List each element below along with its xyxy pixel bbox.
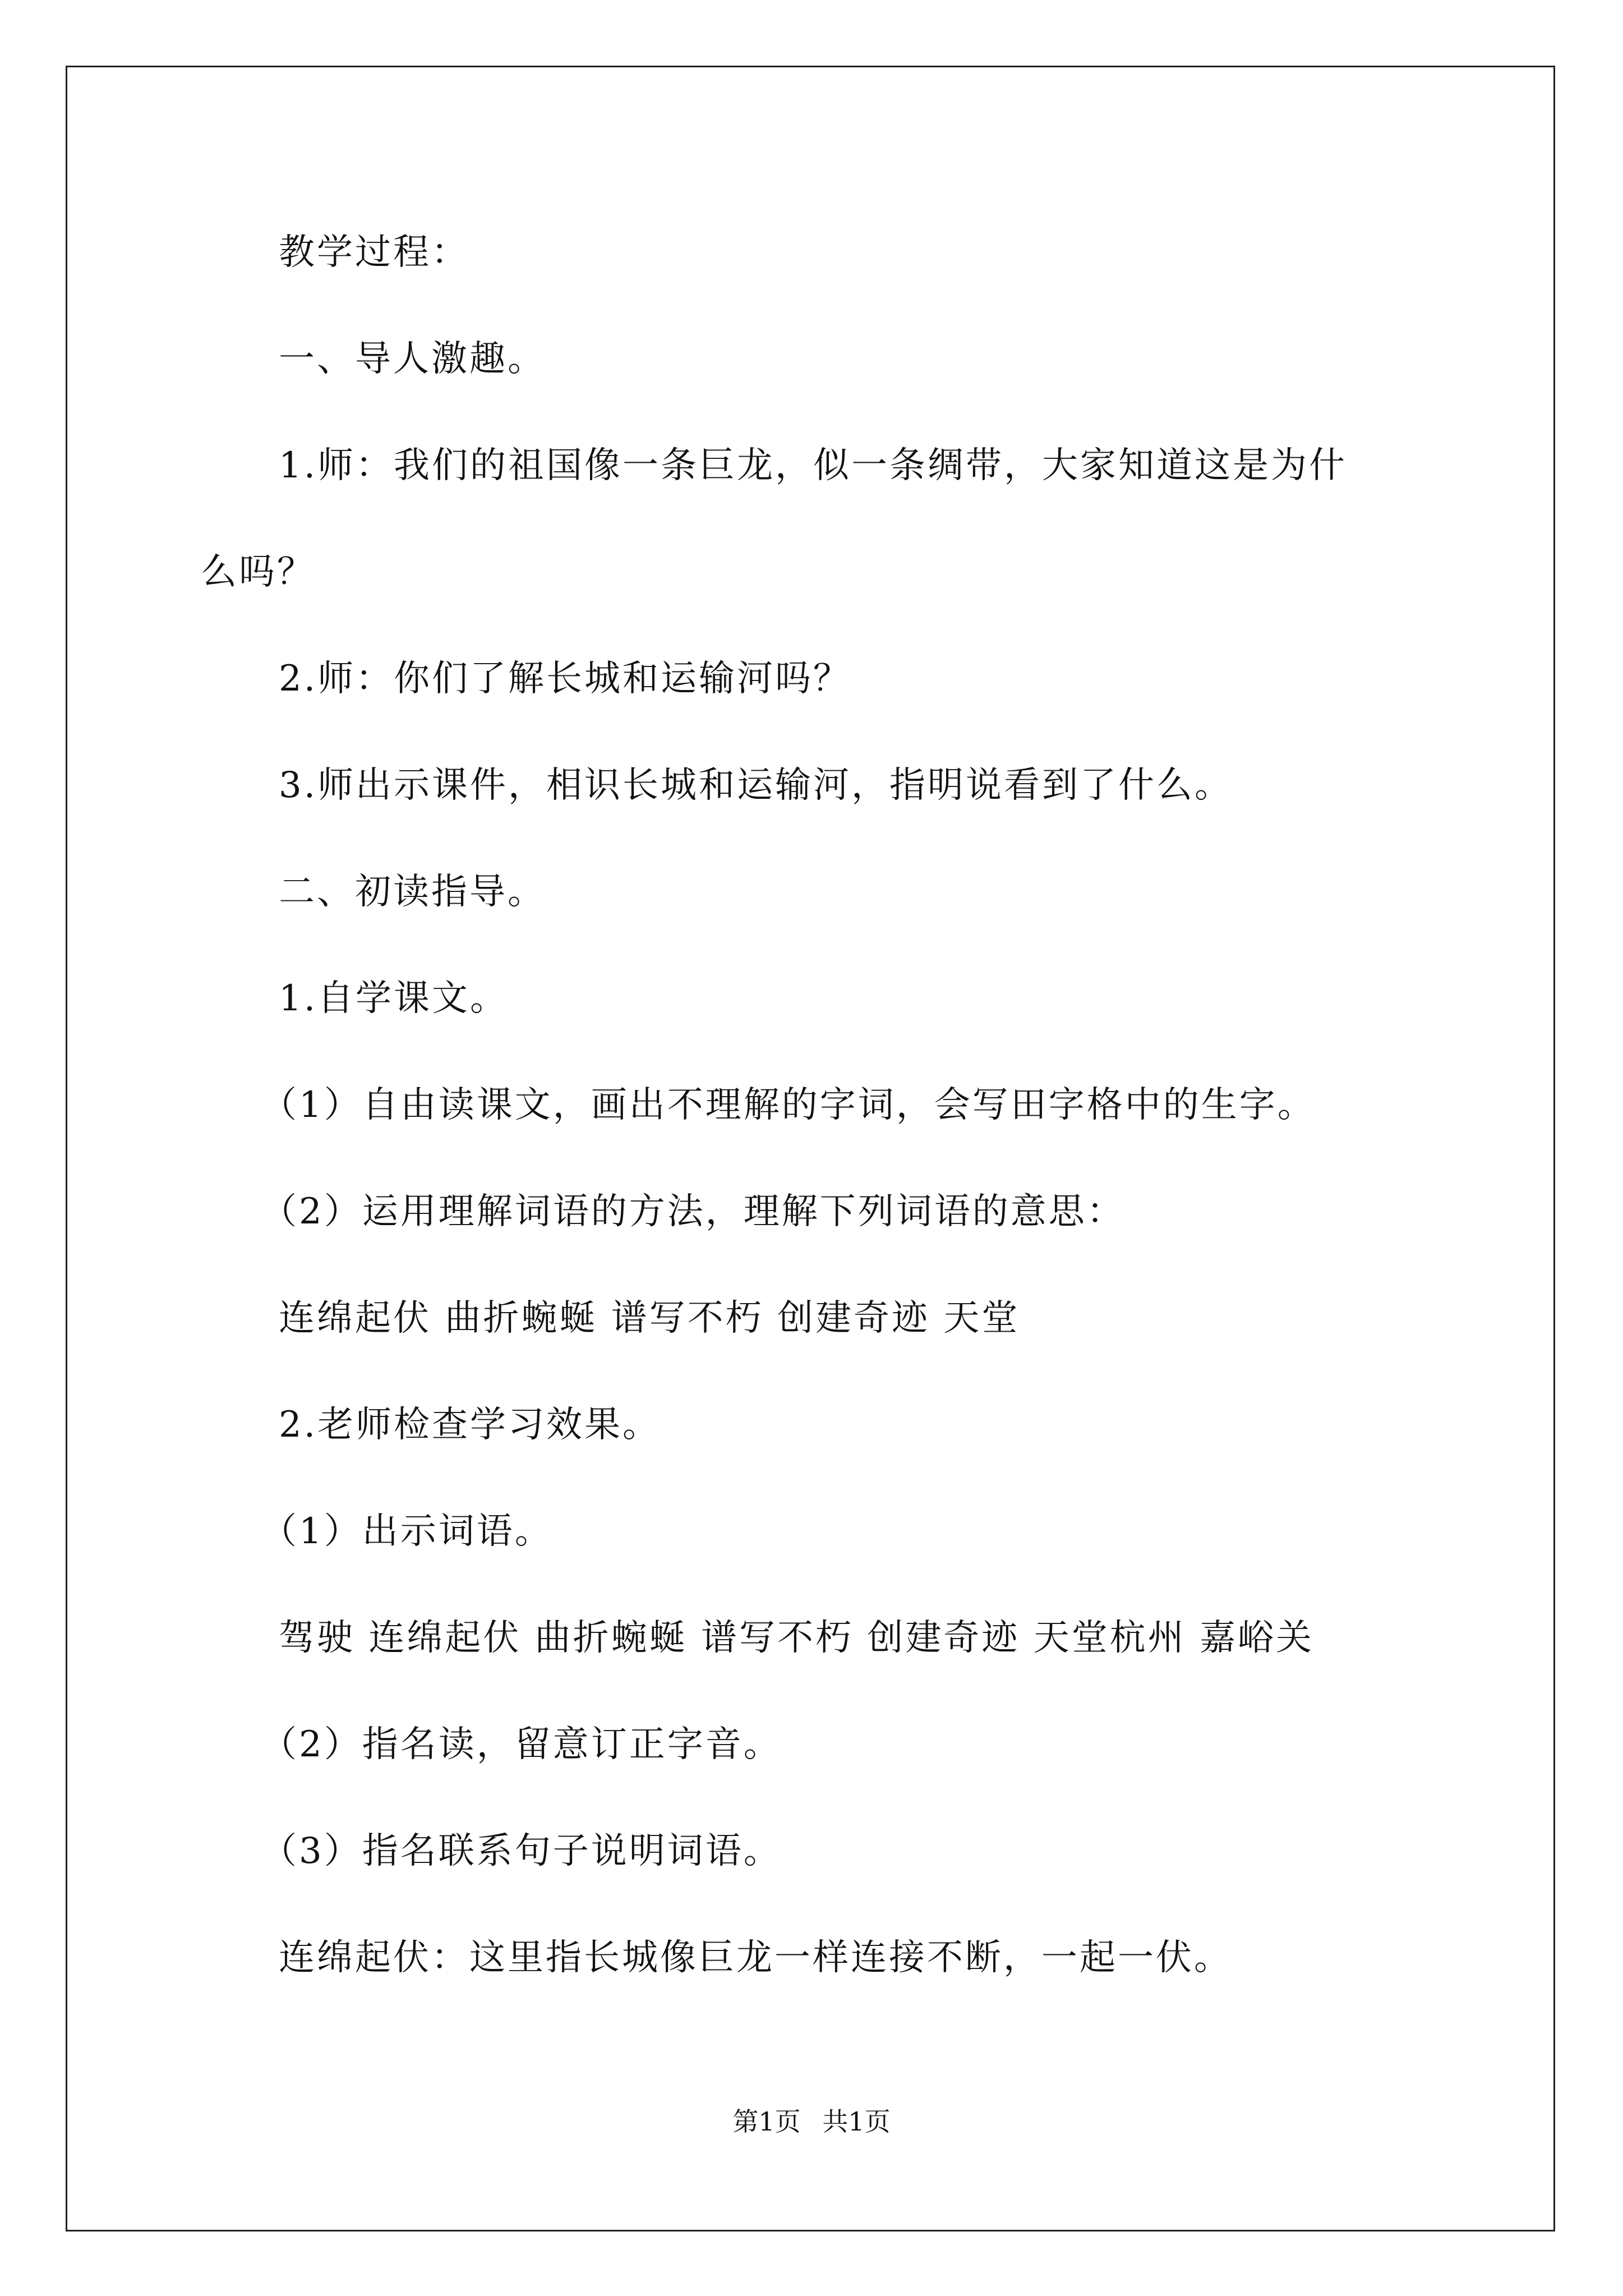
section-heading: 二、初读指导。	[279, 871, 546, 913]
paragraph-line: 2.老师检查学习效果。	[279, 1404, 661, 1446]
paragraph-line: 连绵起伏：这里指长城像巨龙一样连接不断，一起一伏。	[279, 1937, 1232, 1978]
paragraph-line: 2.师：你们了解长城和运输河吗？	[279, 658, 852, 700]
paragraph-line: （1）自由读课文，画出不理解的字词，会写田字格中的生字。	[261, 1084, 1316, 1126]
section-heading: 一、导人激趣。	[279, 338, 546, 380]
paragraph-line: 1.师：我们的祖国像一条巨龙，似一条绸带，大家知道这是为什	[279, 445, 1348, 486]
paragraph-line: 么吗？	[201, 551, 315, 593]
paragraph-line: （3）指名联系句子说明词语。	[261, 1830, 782, 1872]
paragraph-line: 1.自学课文。	[279, 978, 509, 1019]
paragraph-line: 3.师出示课件，相识长城和运输河，指明说看到了什么。	[279, 765, 1233, 806]
page-footer	[0, 2105, 1623, 2138]
vocabulary-line: 连绵起伏 曲折蜿蜒 谱写不朽 创建奇迹 天堂	[279, 1297, 1020, 1339]
paragraph-line: （2）指名读，留意订正字音。	[261, 1724, 782, 1765]
section-heading: 教学过程：	[279, 232, 469, 273]
vocabulary-line: 驾驶 连绵起伏 曲折蜿蜒 谱写不朽 创建奇迹 天堂杭州 嘉峪关	[279, 1617, 1315, 1659]
page-number: 第1页	[732, 2106, 801, 2137]
page-border	[66, 66, 1555, 2231]
paragraph-line: （2）运用理解词语的方法，理解下列词语的意思：	[261, 1191, 1125, 1232]
paragraph-line: （1）出示词语。	[261, 1511, 553, 1552]
page-total: 共1页	[822, 2106, 891, 2137]
